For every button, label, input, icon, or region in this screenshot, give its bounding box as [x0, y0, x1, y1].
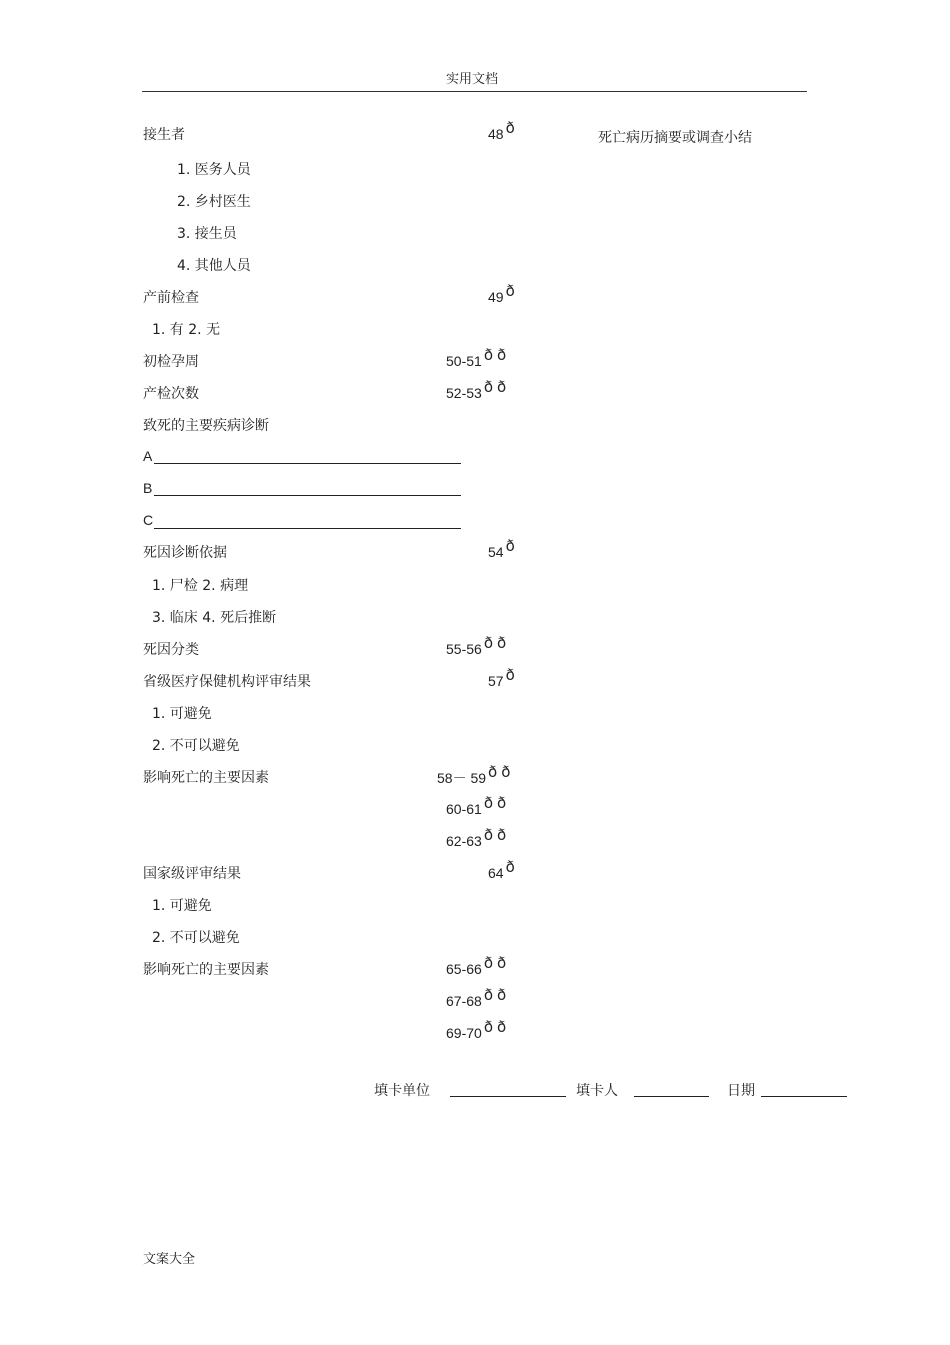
diagnosis-label: 致死的主要疾病诊断 [143, 418, 269, 434]
page-header-title: 实用文档 [446, 72, 499, 87]
code-box: ð [483, 346, 493, 364]
code-box: ð [497, 954, 507, 972]
provincial-option-1: 1. 可避免 [152, 706, 212, 722]
diagnosis-line-b[interactable] [154, 495, 461, 496]
diagnosis-line-a[interactable] [154, 463, 461, 464]
prenatal-label: 产前检查 [143, 290, 199, 306]
code-box: ð [505, 537, 515, 555]
code-box: ð [505, 858, 515, 876]
basis-code: 54 ð [488, 537, 515, 560]
code-box: ð [501, 763, 511, 781]
national-factors-code-3: 69-70 ð ð [446, 1018, 507, 1041]
code-box: ð [497, 794, 507, 812]
filler-label: 填卡人 [576, 1083, 618, 1099]
fill-unit-label: 填卡单位 [374, 1083, 430, 1099]
prenatal-code: 49 ð [488, 282, 515, 305]
deliverer-option-1: 1. 医务人员 [177, 162, 251, 178]
deliverer-option-3: 3. 接生员 [177, 226, 237, 242]
code-box: ð [488, 763, 498, 781]
diagnosis-line-c[interactable] [154, 528, 461, 529]
national-option-2: 2. 不可以避免 [152, 930, 240, 946]
code-box: ð [483, 1018, 493, 1036]
header-rule [142, 91, 807, 92]
deliverer-option-2: 2. 乡村医生 [177, 194, 251, 210]
check-count-code: 52-53 ð ð [446, 378, 507, 401]
code-box: ð [483, 378, 493, 396]
code-box: ð [497, 346, 507, 364]
provincial-code: 57 ð [488, 666, 515, 689]
code-box: ð [483, 826, 493, 844]
first-check-label: 初检孕周 [143, 354, 199, 370]
page-footer-text: 文案大全 [143, 1252, 196, 1267]
deliverer-label: 接生者 [143, 127, 185, 143]
code-box: ð [497, 986, 507, 1004]
code-box: ð [505, 666, 515, 684]
national-factors-code-2: 67-68 ð ð [446, 986, 507, 1009]
fill-unit-line[interactable] [450, 1096, 566, 1097]
deliverer-option-4: 4. 其他人员 [177, 258, 251, 274]
diagnosis-line-c-letter: C [143, 512, 154, 528]
filler-line[interactable] [634, 1096, 709, 1097]
code-box: ð [505, 119, 515, 137]
basis-options-row-2: 3. 临床 4. 死后推断 [152, 610, 277, 626]
provincial-label: 省级医疗保健机构评审结果 [143, 674, 311, 690]
diagnosis-line-b-letter: B [143, 480, 153, 496]
basis-label: 死因诊断依据 [143, 545, 227, 561]
prenatal-options: 1. 有 2. 无 [152, 322, 221, 338]
classification-code: 55-56 ð ð [446, 634, 507, 657]
deliverer-code: 48 ð [488, 119, 515, 142]
first-check-code: 50-51 ð ð [446, 346, 507, 369]
code-box: ð [483, 954, 493, 972]
national-label: 国家级评审结果 [143, 866, 241, 882]
date-line[interactable] [761, 1096, 847, 1097]
classification-label: 死因分类 [143, 642, 199, 658]
code-box: ð [497, 378, 507, 396]
check-count-label: 产检次数 [143, 386, 199, 402]
case-summary-heading: 死亡病历摘要或调查小结 [598, 130, 752, 146]
date-label: 日期 [727, 1083, 755, 1099]
provincial-factors-code-1: 58－ 59 ð ð [437, 763, 511, 786]
basis-options-row-1: 1. 尸检 2. 病理 [152, 578, 249, 594]
provincial-factors-code-3: 62-63 ð ð [446, 826, 507, 849]
code-box: ð [483, 986, 493, 1004]
provincial-factors-label: 影响死亡的主要因素 [143, 770, 269, 786]
provincial-factors-code-2: 60-61 ð ð [446, 794, 507, 817]
code-box: ð [497, 826, 507, 844]
national-option-1: 1. 可避免 [152, 898, 212, 914]
code-box: ð [483, 794, 493, 812]
national-factors-label: 影响死亡的主要因素 [143, 962, 269, 978]
national-code: 64 ð [488, 858, 515, 881]
code-box: ð [483, 634, 493, 652]
provincial-option-2: 2. 不可以避免 [152, 738, 240, 754]
national-factors-code-1: 65-66 ð ð [446, 954, 507, 977]
code-box: ð [497, 634, 507, 652]
diagnosis-line-a-letter: A [143, 448, 153, 464]
code-box: ð [505, 282, 515, 300]
code-box: ð [497, 1018, 507, 1036]
